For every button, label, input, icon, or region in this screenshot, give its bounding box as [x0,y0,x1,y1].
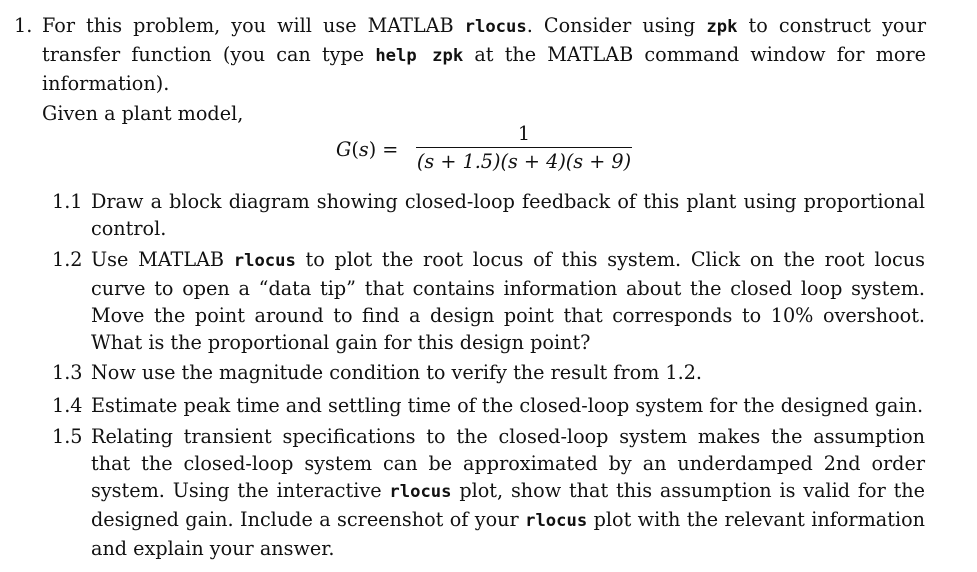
subitem-1-1 [52,188,925,242]
code-rlocus: rlocus [464,17,527,37]
subitem-text: Now use the magnitude condition to verify the result from 1.2. [91,361,703,384]
intro-text-c: to construct your transfer function (you can type [42,14,927,66]
text-c: plot with the relevant information and explain your answer. [91,508,925,560]
subitem-1-5 [52,423,925,562]
given-text: Given a plant model, [42,102,244,125]
problem-intro [42,12,926,97]
lhs-var: s [358,138,369,161]
subitem-1-2 [52,246,925,356]
subitem-1-3 [52,359,925,386]
subitem-1-4 [52,392,925,419]
subitem-text [91,423,925,562]
subitem-number: 1.5 [52,425,83,448]
subitem-text [91,246,925,356]
lhs-close: ) = [368,138,399,161]
lhs-open: ( [351,138,359,161]
intro-text-b: . Consider using [526,14,707,37]
subitem-number: 1.3 [52,361,83,384]
intro-text-a: For this problem, you will use MATLAB [42,14,465,37]
subitem-number: 1.1 [52,190,83,213]
text-a: Relating transient specifications to the closed-loop system makes the assumption that the closed-loop system can be approximated by an underdamped 2nd order system. Using the interactive [91,425,925,502]
transfer-function-equation [336,120,656,180]
subitem-number: 1.2 [52,248,83,271]
equation-lhs [336,136,398,163]
lhs-func: G [336,138,352,161]
equation-fraction [414,120,634,175]
problem-number: 1. [14,14,33,37]
code-zpk: zpk [706,17,738,37]
code-rlocus: rlocus [233,251,296,271]
subitem-text: Estimate peak time and settling time of the closed-loop system for the designed gain. [91,394,924,417]
intro-text-d: at the MATLAB command window for more information). [42,43,926,95]
problem-1 [14,12,926,97]
code-rlocus: rlocus [389,482,452,502]
text-b: to plot the root locus of this system. Click on the root locus curve to open a “data tip” that contains information about the closed loop system. Move the point around to find a design point that corresponds to 10% overshoot. What is the proportional gain for this design point? [91,248,925,354]
equation-denominator: (s + 1.5)(s + 4)(s + 9) [416,150,632,173]
equation-numerator: 1 [517,122,531,145]
text-b: plot, show that this assumption is valid for the designed gain. Include a screenshot of your [91,479,926,531]
subitem-text: Draw a block diagram showing closed-loop feedback of this plant using proportional control. [91,190,925,240]
code-rlocus: rlocus [525,511,588,531]
subitem-number: 1.4 [52,394,83,417]
code-help-zpk: help zpk [375,46,464,66]
text-a: Use MATLAB [91,248,234,271]
